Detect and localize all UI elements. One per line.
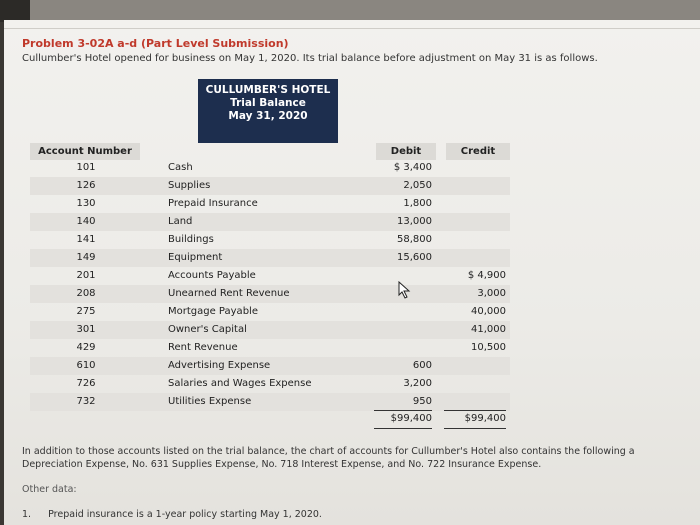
table-row: [30, 213, 510, 231]
cell-name: Salaries and Wages Expense: [168, 378, 312, 389]
table-row: [30, 195, 510, 213]
statement-name: Trial Balance: [230, 97, 306, 109]
cell-name: Accounts Payable: [168, 270, 256, 281]
cell-name: Owner's Capital: [168, 324, 247, 335]
header-account-number: Account Number: [30, 143, 140, 160]
cell-num: 126: [76, 180, 96, 191]
credit-total: $99,400: [464, 413, 506, 424]
cell-num: 726: [76, 378, 96, 389]
cell-debit: 600: [412, 360, 432, 371]
top-strip: [30, 0, 700, 20]
table-row: [30, 159, 510, 177]
cell-debit: 1,800: [403, 198, 432, 209]
statement-date: May 31, 2020: [228, 110, 308, 122]
cell-credit: 41,000: [471, 324, 506, 335]
additional-accounts-text: [22, 445, 700, 471]
cell-num: 275: [76, 306, 96, 317]
header-debit: Debit: [376, 143, 436, 160]
cell-name: Mortgage Payable: [168, 306, 258, 317]
cell-num: 429: [76, 342, 96, 353]
header-credit: Credit: [446, 143, 510, 160]
credit-double-rule: [444, 428, 506, 429]
cell-num: 301: [76, 324, 96, 335]
company-name: CULLUMBER'S HOTEL: [205, 84, 331, 96]
table-row: [30, 393, 510, 411]
table-row: [30, 375, 510, 393]
divider: [4, 28, 700, 29]
cell-name: Prepaid Insurance: [168, 198, 258, 209]
cell-credit: 40,000: [471, 306, 506, 317]
table-row: [30, 267, 510, 285]
cell-name: Rent Revenue: [168, 342, 238, 353]
cell-debit: 3,200: [403, 378, 432, 389]
cell-num: 610: [76, 360, 96, 371]
problem-intro: Cullumber's Hotel opened for business on May 1, 2020. Its trial balance before adjustment on May 31 is as follows.: [22, 53, 598, 64]
debit-double-rule: [374, 428, 432, 429]
cell-name: Supplies: [168, 180, 211, 191]
cell-debit: 15,600: [397, 252, 432, 263]
cell-debit: 13,000: [397, 216, 432, 227]
cell-debit: 58,800: [397, 234, 432, 245]
cell-num: 101: [76, 162, 96, 173]
cell-num: 141: [76, 234, 96, 245]
cell-name: Unearned Rent Revenue: [168, 288, 290, 299]
cell-name: Utilities Expense: [168, 396, 252, 407]
cell-name: Advertising Expense: [168, 360, 271, 371]
cell-credit: $ 4,900: [467, 270, 506, 281]
cell-name: Land: [168, 216, 193, 227]
other-data-label: Other data:: [22, 484, 77, 495]
cell-credit: 10,500: [471, 342, 506, 353]
additional-text-line-2: Depreciation Expense, No. 631 Supplies Expense, No. 718 Interest Expense, and No. 722 Insurance Expense.: [22, 459, 542, 470]
table-row: [30, 339, 510, 357]
cell-num: 149: [76, 252, 96, 263]
list-item: [22, 509, 322, 520]
cell-num: 201: [76, 270, 96, 281]
table-row: [30, 321, 510, 339]
item-number: 1.: [22, 509, 32, 520]
table-row: [30, 249, 510, 267]
table-row: [30, 303, 510, 321]
cell-debit: $ 3,400: [393, 162, 432, 173]
cell-name: Cash: [168, 162, 193, 173]
cell-name: Equipment: [168, 252, 223, 263]
mouse-cursor-icon: [398, 281, 412, 299]
table-row: [30, 231, 510, 249]
cell-debit: 950: [412, 396, 432, 407]
additional-text-line-1: In addition to those accounts listed on the trial balance, the chart of accounts for Cullumber's Hotel also contains the following a: [22, 446, 635, 457]
cell-num: 732: [76, 396, 96, 407]
table-row: [30, 357, 510, 375]
problem-title: Problem 3-02A a-d (Part Level Submission): [22, 37, 289, 50]
table-row: [30, 177, 510, 195]
table-row: [30, 285, 510, 303]
cell-num: 140: [76, 216, 96, 227]
cell-name: Buildings: [168, 234, 214, 245]
item-text: Prepaid insurance is a 1-year policy starting May 1, 2020.: [48, 509, 322, 520]
debit-total: $99,400: [390, 413, 432, 424]
trial-balance-header: [198, 79, 338, 143]
cell-debit: 2,050: [403, 180, 432, 191]
cell-num: 208: [76, 288, 96, 299]
cell-credit: 3,000: [477, 288, 506, 299]
cell-num: 130: [76, 198, 96, 209]
